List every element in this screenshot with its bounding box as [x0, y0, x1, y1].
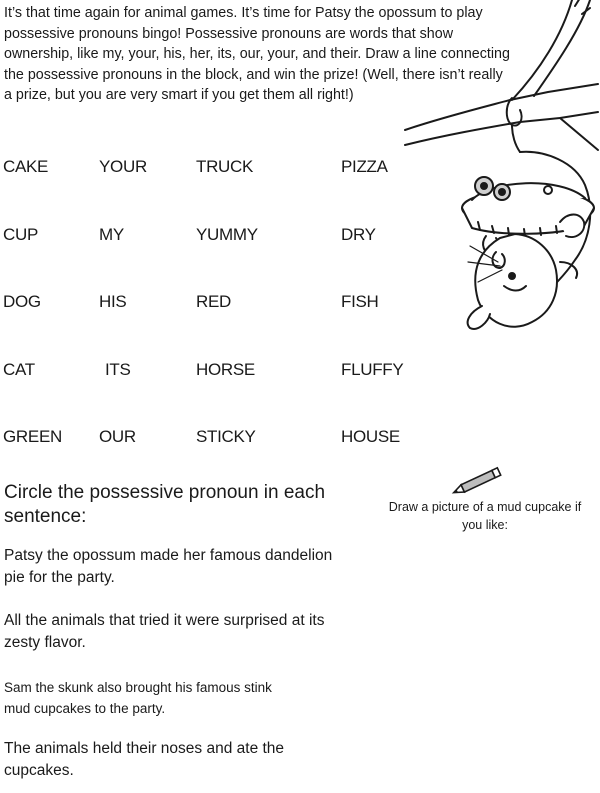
sentence-3[interactable]: Sam the skunk also brought his famous stink mud cupcakes to the party. [4, 680, 272, 716]
bingo-word[interactable]: HORSE [196, 360, 255, 379]
intro-paragraph: It’s that time again for animal games. It’s time for Patsy the opossum to play possessive pronouns bingo! Possessive pronouns are words that show ownership, like my, your, his, her, its, our, your, and their. Draw a line connecting the possessive pronouns in the block, and win the prize! (Well, there isn’t really a prize, but you are very smart if you get them all right!) [4, 5, 510, 103]
bingo-word[interactable]: DRY [341, 225, 376, 244]
bingo-word[interactable]: HOUSE [341, 427, 400, 446]
bingo-word[interactable]: TRUCK [196, 157, 254, 176]
bingo-word[interactable]: YOUR [99, 157, 147, 176]
circle-instruction: Circle the possessive pronoun in each sentence: [4, 482, 326, 527]
bingo-word[interactable]: HIS [99, 292, 127, 311]
bingo-word[interactable]: CAT [3, 360, 35, 379]
bingo-word[interactable]: CUP [3, 225, 38, 244]
bingo-word[interactable]: ITS [105, 360, 131, 379]
sentence-4[interactable]: The animals held their noses and ate the cupcakes. [4, 740, 285, 779]
bingo-word[interactable]: STICKY [196, 427, 256, 446]
bingo-word[interactable]: PIZZA [341, 157, 388, 176]
bingo-word[interactable]: YUMMY [196, 225, 258, 244]
draw-caption: Draw a picture of a mud cupcake if you like: [388, 500, 582, 532]
bingo-word[interactable]: RED [196, 292, 231, 311]
bingo-word[interactable]: DOG [3, 292, 41, 311]
pencil-icon [452, 468, 501, 496]
bingo-word[interactable]: FISH [341, 292, 379, 311]
bingo-word[interactable]: OUR [99, 427, 136, 446]
sentence-2[interactable]: All the animals that tried it were surprised at its zesty flavor. [4, 612, 325, 651]
bingo-word[interactable]: MY [99, 225, 124, 244]
sentence-1[interactable]: Patsy the opossum made her famous dandelion pie for the party. [4, 547, 333, 586]
bingo-word[interactable]: CAKE [3, 157, 49, 176]
bingo-word[interactable]: FLUFFY [341, 360, 404, 379]
bingo-word[interactable]: GREEN [3, 427, 62, 446]
